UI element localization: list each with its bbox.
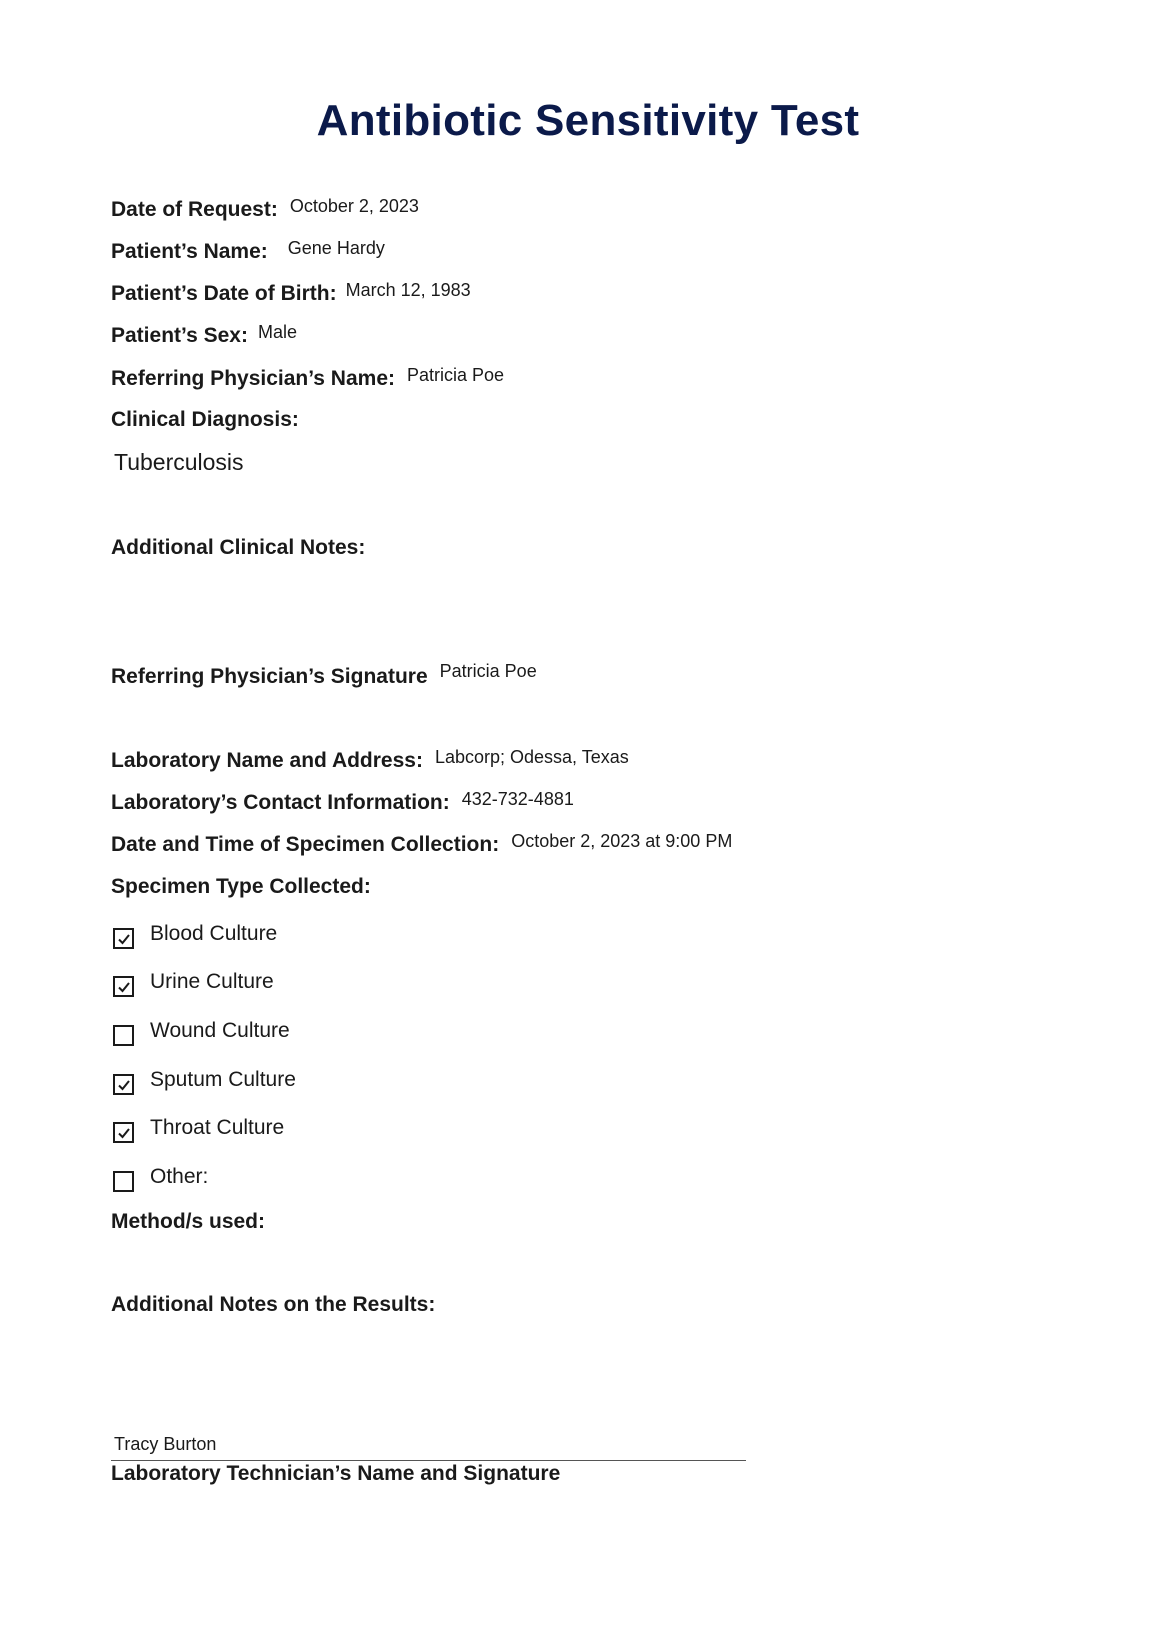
specimen-label: Urine Culture [150, 970, 274, 993]
specimen-checkbox-urine[interactable] [113, 970, 274, 998]
clinical-diagnosis-value: Tuberculosis [114, 449, 244, 475]
collection-datetime-row [111, 833, 732, 857]
patient-dob-value: March 12, 1983 [345, 280, 471, 300]
physician-signature-row [111, 661, 537, 689]
additional-clinical-notes-label: Additional Clinical Notes: [111, 536, 366, 559]
signature-line [111, 1460, 746, 1461]
checkmark-icon[interactable] [113, 1122, 134, 1143]
referring-physician-label: Referring Physician’s Name: [111, 367, 395, 390]
checkmark-icon[interactable] [113, 928, 134, 949]
clinical-diagnosis-row [111, 408, 299, 432]
methods-used-row [111, 1210, 265, 1234]
specimen-checkbox-other[interactable] [113, 1165, 209, 1193]
patient-dob-row [111, 282, 471, 306]
lab-contact-label: Laboratory’s Contact Information: [111, 791, 450, 814]
specimen-checkbox-blood[interactable] [113, 922, 278, 950]
specimen-label: Wound Culture [150, 1019, 290, 1042]
technician-name: Tracy Burton [114, 1434, 217, 1454]
specimen-label: Other: [150, 1165, 209, 1188]
lab-name-address-row [111, 749, 629, 773]
collection-datetime-value: October 2, 2023 at 9:00 PM [511, 831, 733, 851]
collection-datetime-label: Date and Time of Specimen Collection: [111, 833, 500, 856]
patient-name-row [111, 240, 385, 264]
specimen-checkbox-throat[interactable] [113, 1116, 285, 1144]
technician-label-row [111, 1462, 560, 1486]
referring-physician-value: Patricia Poe [407, 365, 505, 385]
patient-sex-value: Male [257, 322, 297, 342]
document-title: Antibiotic Sensitivity Test [316, 96, 860, 145]
technician-label: Laboratory Technician’s Name and Signature [111, 1462, 561, 1485]
date-of-request-label: Date of Request: [111, 198, 278, 221]
additional-clinical-notes-row [111, 536, 365, 560]
date-of-request-value: October 2, 2023 [289, 196, 419, 216]
specimen-label: Throat Culture [150, 1116, 285, 1139]
specimen-label: Sputum Culture [150, 1068, 296, 1091]
patient-dob-label: Patient’s Date of Birth: [111, 282, 337, 305]
additional-result-notes-label: Additional Notes on the Results: [111, 1293, 436, 1316]
patient-sex-row [111, 324, 297, 348]
lab-contact-value: 432-732-4881 [461, 789, 574, 809]
specimen-type-row [111, 875, 371, 899]
clinical-diagnosis-label: Clinical Diagnosis: [111, 408, 299, 431]
lab-name-address-label: Laboratory Name and Address: [111, 749, 423, 772]
specimen-type-label: Specimen Type Collected: [111, 875, 371, 898]
lab-contact-row [111, 791, 574, 815]
additional-result-notes-row [111, 1293, 435, 1317]
checkmark-icon[interactable] [113, 976, 134, 997]
physician-signature-value: Patricia Poe [439, 661, 537, 681]
specimen-label: Blood Culture [150, 922, 278, 945]
referring-physician-row [111, 367, 504, 391]
methods-used-label: Method/s used: [111, 1210, 266, 1233]
specimen-checkbox-wound[interactable] [113, 1019, 290, 1047]
patient-name-value: Gene Hardy [287, 238, 385, 258]
patient-sex-label: Patient’s Sex: [111, 324, 248, 347]
patient-name-label: Patient’s Name: [111, 240, 268, 263]
checkmark-icon[interactable] [113, 1074, 134, 1095]
physician-signature-label: Referring Physician’s Signature [111, 665, 428, 688]
date-of-request-row [111, 198, 419, 222]
checkbox-icon[interactable] [113, 1025, 134, 1046]
specimen-checkbox-sputum[interactable] [113, 1068, 296, 1096]
checkbox-icon[interactable] [113, 1171, 134, 1192]
lab-name-address-value: Labcorp; Odessa, Texas [434, 747, 629, 767]
